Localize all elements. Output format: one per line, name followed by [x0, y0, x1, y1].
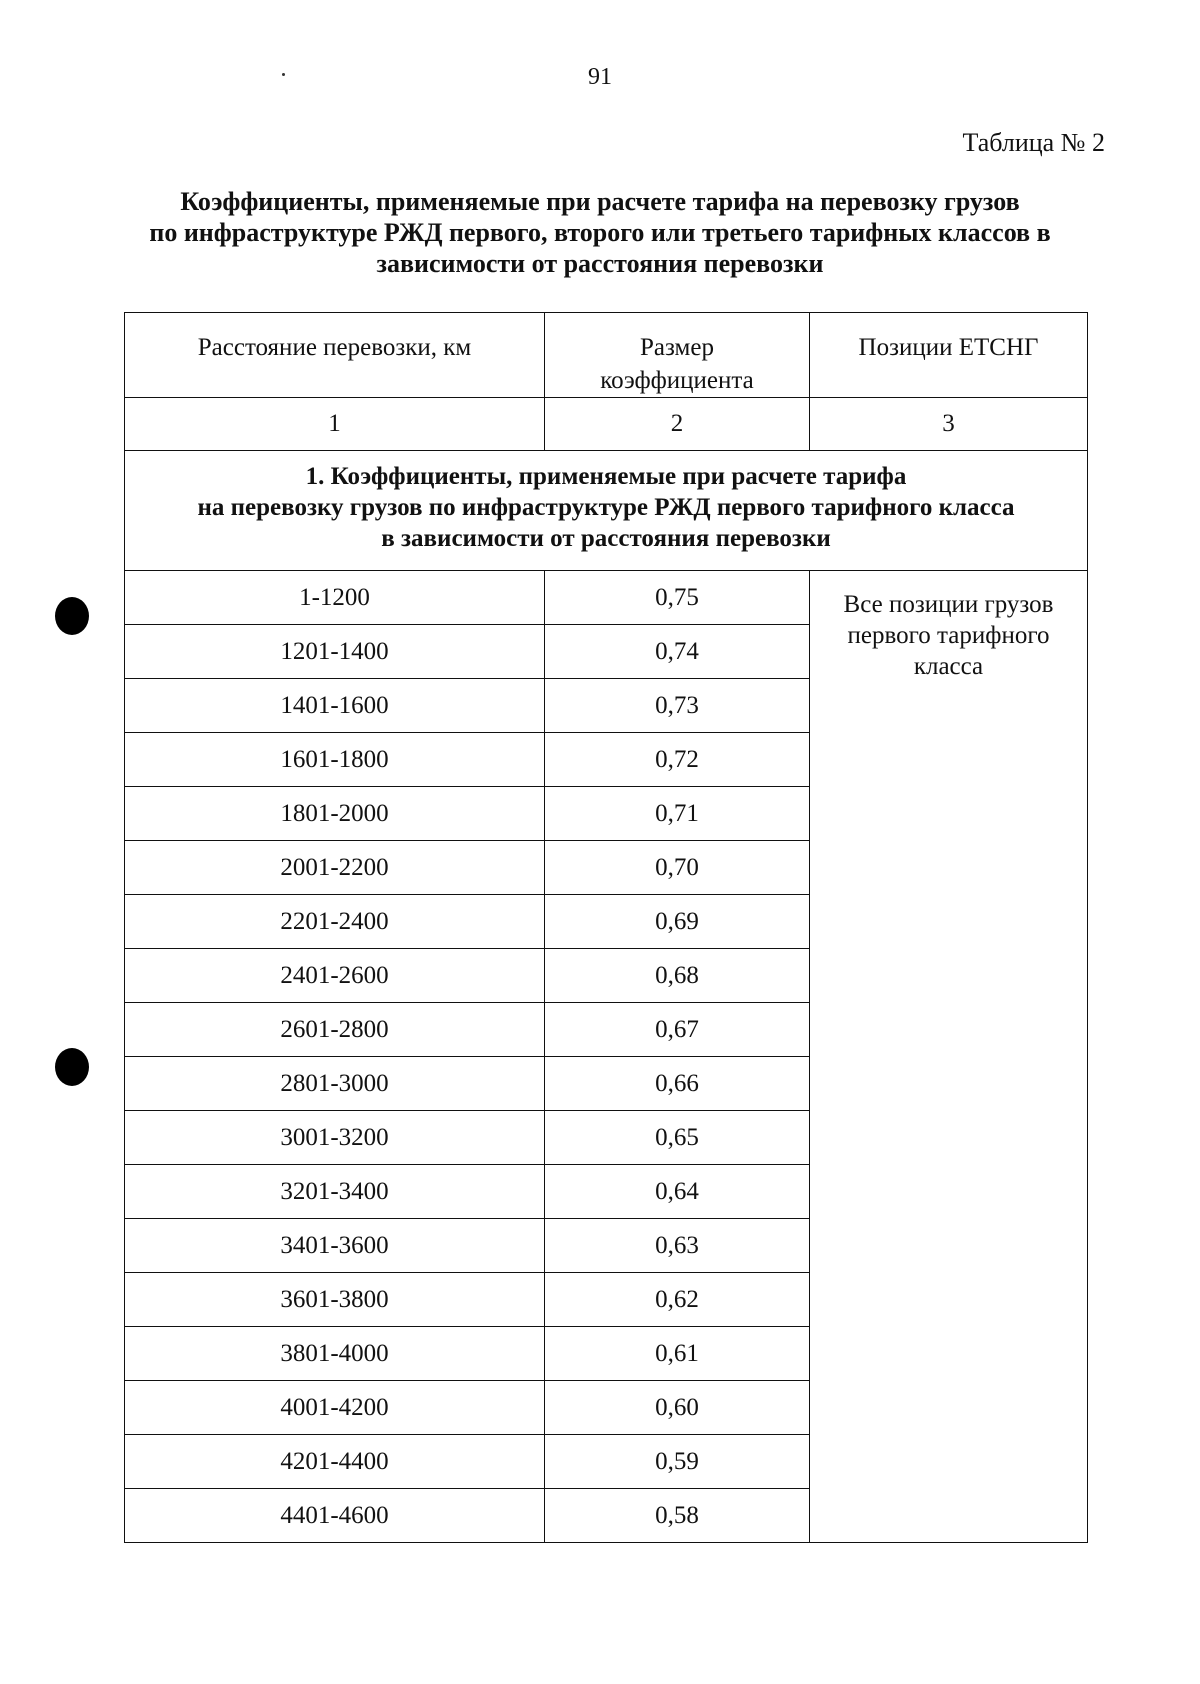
page-number: 91: [588, 64, 612, 90]
coefficient-cell: 0,75: [545, 571, 810, 625]
header-positions: Позиции ЕТСНГ: [810, 313, 1088, 398]
header-row: [125, 313, 1088, 398]
column-number: 1: [125, 398, 545, 451]
coefficient-cell: 0,58: [545, 1489, 810, 1543]
coefficient-cell: 0,74: [545, 625, 810, 679]
section-heading-row: [125, 451, 1088, 571]
distance-cell: 4201-4400: [125, 1435, 545, 1489]
distance-cell: 2401-2600: [125, 949, 545, 1003]
column-number: 2: [545, 398, 810, 451]
coefficient-cell: 0,65: [545, 1111, 810, 1165]
coefficients-table: [124, 312, 1088, 1543]
distance-cell: 2201-2400: [125, 895, 545, 949]
punch-hole: [55, 597, 89, 635]
page-title: [110, 186, 1090, 279]
distance-cell: 3201-3400: [125, 1165, 545, 1219]
coefficient-cell: 0,68: [545, 949, 810, 1003]
header-distance: Расстояние перевозки, км: [125, 313, 545, 398]
distance-cell: 1801-2000: [125, 787, 545, 841]
section-heading-line-1: 1. Коэффициенты, применяемые при расчете тарифа: [305, 463, 907, 490]
distance-cell: 1401-1600: [125, 679, 545, 733]
coefficient-cell: 0,69: [545, 895, 810, 949]
title-line-2: по инфраструктуре РЖД первого, второго или третьего тарифных классов в: [149, 218, 1051, 247]
distance-cell: 1601-1800: [125, 733, 545, 787]
coefficient-cell: 0,61: [545, 1327, 810, 1381]
title-line-1: Коэффициенты, применяемые при расчете тарифа на перевозку грузов: [180, 187, 1020, 216]
distance-cell: 3001-3200: [125, 1111, 545, 1165]
coefficient-cell: 0,72: [545, 733, 810, 787]
distance-cell: 3601-3800: [125, 1273, 545, 1327]
distance-cell: 3401-3600: [125, 1219, 545, 1273]
coefficient-cell: 0,63: [545, 1219, 810, 1273]
header-coefficient: [545, 313, 810, 398]
coefficient-cell: 0,60: [545, 1381, 810, 1435]
coefficient-cell: 0,66: [545, 1057, 810, 1111]
distance-cell: 1201-1400: [125, 625, 545, 679]
coefficient-cell: 0,70: [545, 841, 810, 895]
distance-cell: 1-1200: [125, 571, 545, 625]
distance-cell: 2001-2200: [125, 841, 545, 895]
table-label: Таблица № 2: [962, 128, 1105, 157]
distance-cell: 4001-4200: [125, 1381, 545, 1435]
coefficient-cell: 0,67: [545, 1003, 810, 1057]
column-number-row: [125, 398, 1088, 451]
positions-note-line-3: класса: [913, 653, 984, 680]
section-heading-line-3: в зависимости от расстояния перевозки: [381, 525, 831, 552]
positions-note-line-1: Все позиции грузов: [843, 591, 1054, 618]
distance-cell: 4401-4600: [125, 1489, 545, 1543]
title-line-3: зависимости от расстояния перевозки: [376, 249, 824, 278]
section-heading: [125, 451, 1088, 571]
distance-cell: 2801-3000: [125, 1057, 545, 1111]
coefficient-cell: 0,62: [545, 1273, 810, 1327]
table-row: [125, 571, 1088, 625]
column-number: 3: [810, 398, 1088, 451]
positions-cell: [810, 571, 1088, 1543]
distance-cell: 2601-2800: [125, 1003, 545, 1057]
coefficient-cell: 0,59: [545, 1435, 810, 1489]
positions-note-line-2: первого тарифного: [847, 622, 1050, 649]
distance-cell: 3801-4000: [125, 1327, 545, 1381]
section-heading-line-2: на перевозку грузов по инфраструктуре РЖД первого тарифного класса: [197, 494, 1015, 521]
header-coefficient-line-2: коэффициента: [600, 367, 754, 394]
coefficient-cell: 0,71: [545, 787, 810, 841]
coefficient-cell: 0,64: [545, 1165, 810, 1219]
header-coefficient-line-1: Размер: [640, 334, 714, 361]
coefficient-cell: 0,73: [545, 679, 810, 733]
punch-hole: [55, 1048, 89, 1086]
